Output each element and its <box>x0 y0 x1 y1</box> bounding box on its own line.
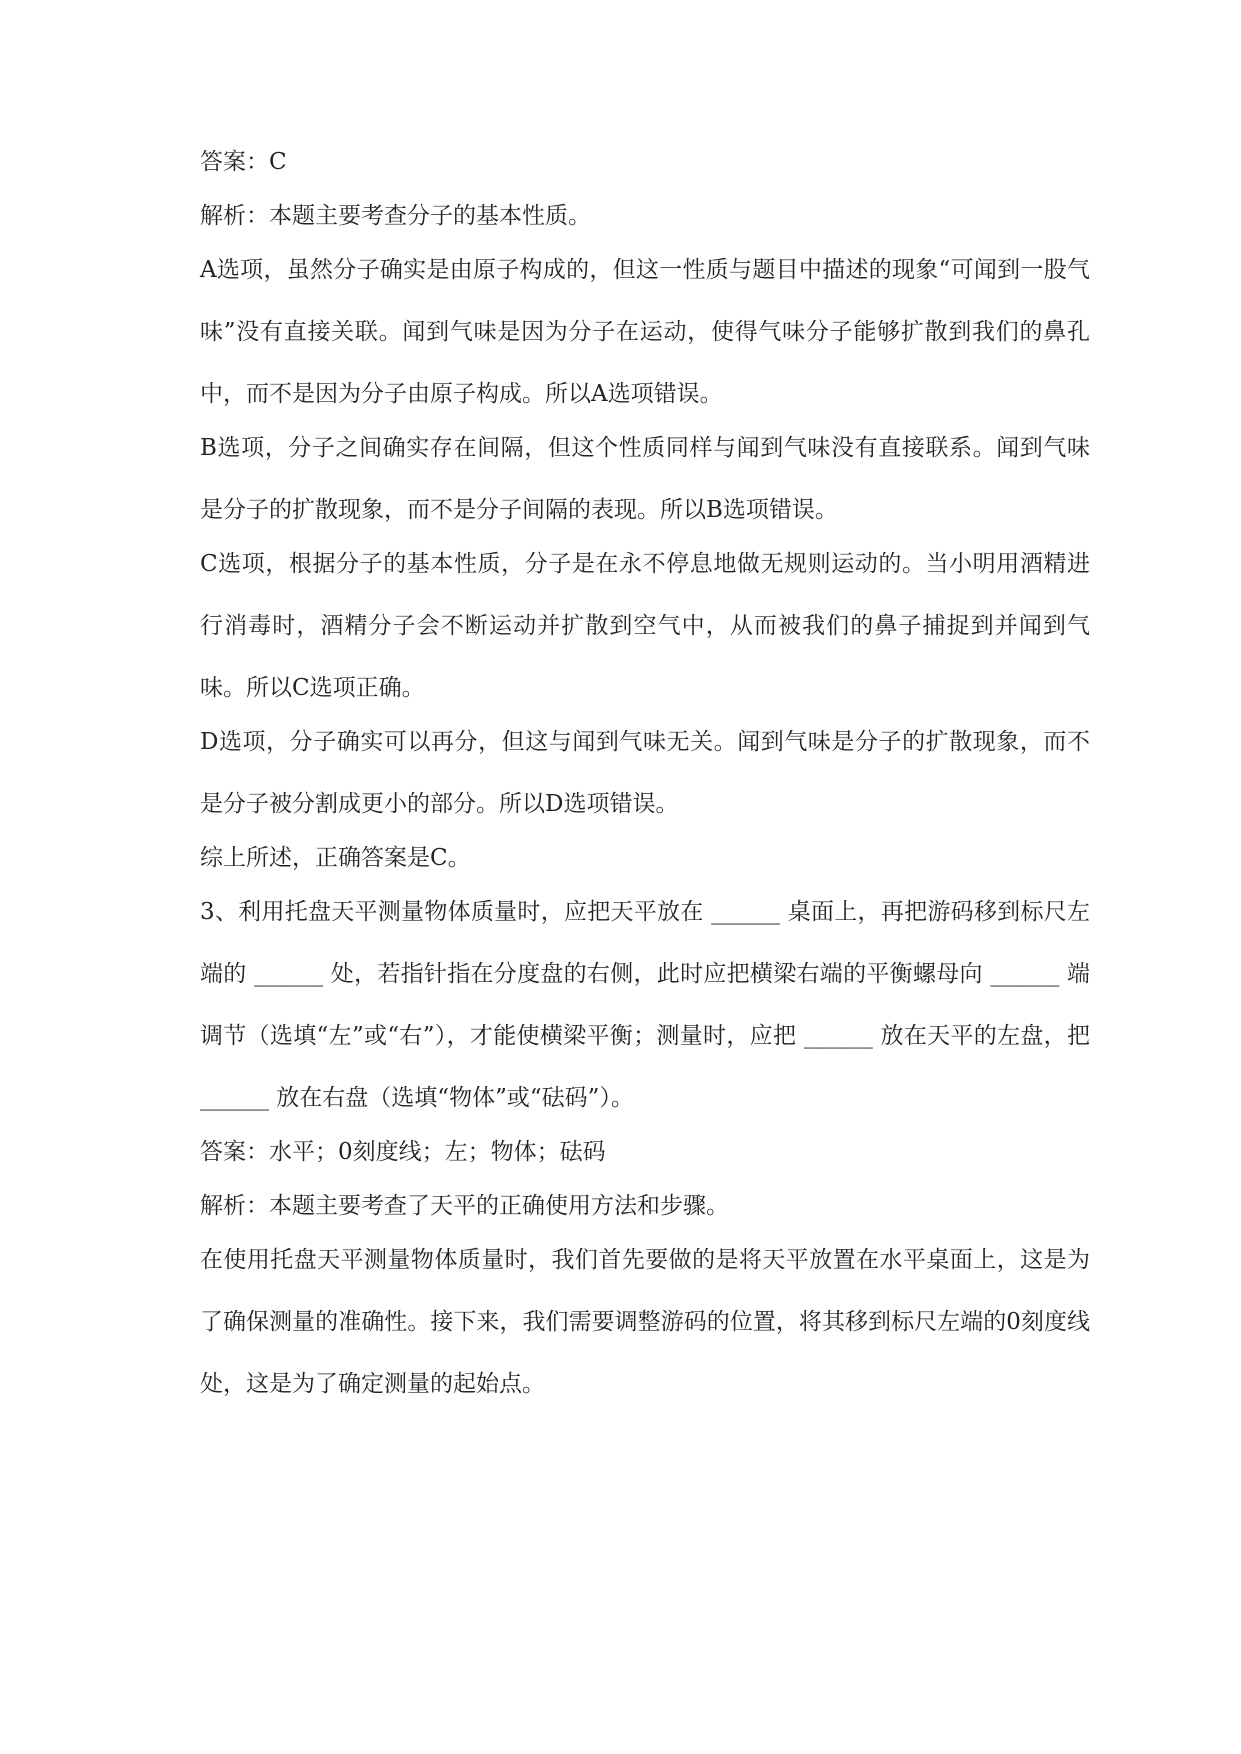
document-body <box>200 145 1090 1421</box>
summary-line: 综上所述，正确答案是C。 <box>200 845 471 871</box>
option-b-analysis: B选项，分子之间确实存在间隔，但这个性质同样与闻到气味没有直接联系。闻到气味是分子的扩散现象，而不是分子间隔的表现。所以B选项错误。 <box>200 435 1090 523</box>
analysis-intro-q3: 解析：本题主要考查了天平的正确使用方法和步骤。 <box>200 1193 729 1219</box>
analysis-intro-q2: 解析：本题主要考查分子的基本性质。 <box>200 203 591 229</box>
question-3: 3、利用托盘天平测量物体质量时，应把天平放在 ______ 桌面上，再把游码移到标尺左端的 ______ 处，若指针指在分度盘的右侧，此时应把横梁右端的平衡螺母向 ______ 端调节（选填“左”或“右”），才能使横梁平衡；测量时，应把 ______ 放在天平的左盘，把 ______ 放在右盘（选填“物体”或“砝码”）。 <box>200 899 1090 1111</box>
option-d-analysis: D选项，分子确实可以再分，但这与闻到气味无关。闻到气味是分子的扩散现象，而不是分子被分割成更小的部分。所以D选项错误。 <box>200 729 1090 817</box>
option-c-analysis: C选项，根据分子的基本性质，分子是在永不停息地做无规则运动的。当小明用酒精进行消毒时，酒精分子会不断运动并扩散到空气中，从而被我们的鼻子捕捉到并闻到气味。所以C选项正确。 <box>200 551 1090 701</box>
analysis-body-q3: 在使用托盘天平测量物体质量时，我们首先要做的是将天平放置在水平桌面上，这是为了确保测量的准确性。接下来，我们需要调整游码的位置，将其移到标尺左端的0刻度线处，这是为了确定测量的起始点。 <box>200 1247 1090 1397</box>
answer-line-q2: 答案：C <box>200 149 287 175</box>
answer-line-q3: 答案：水平；0刻度线；左；物体；砝码 <box>200 1139 606 1165</box>
option-a-analysis: A选项，虽然分子确实是由原子构成的，但这一性质与题目中描述的现象“可闻到一股气味”没有直接关联。闻到气味是因为分子在运动，使得气味分子能够扩散到我们的鼻孔中，而不是因为分子由原子构成。所以A选项错误。 <box>200 257 1090 407</box>
